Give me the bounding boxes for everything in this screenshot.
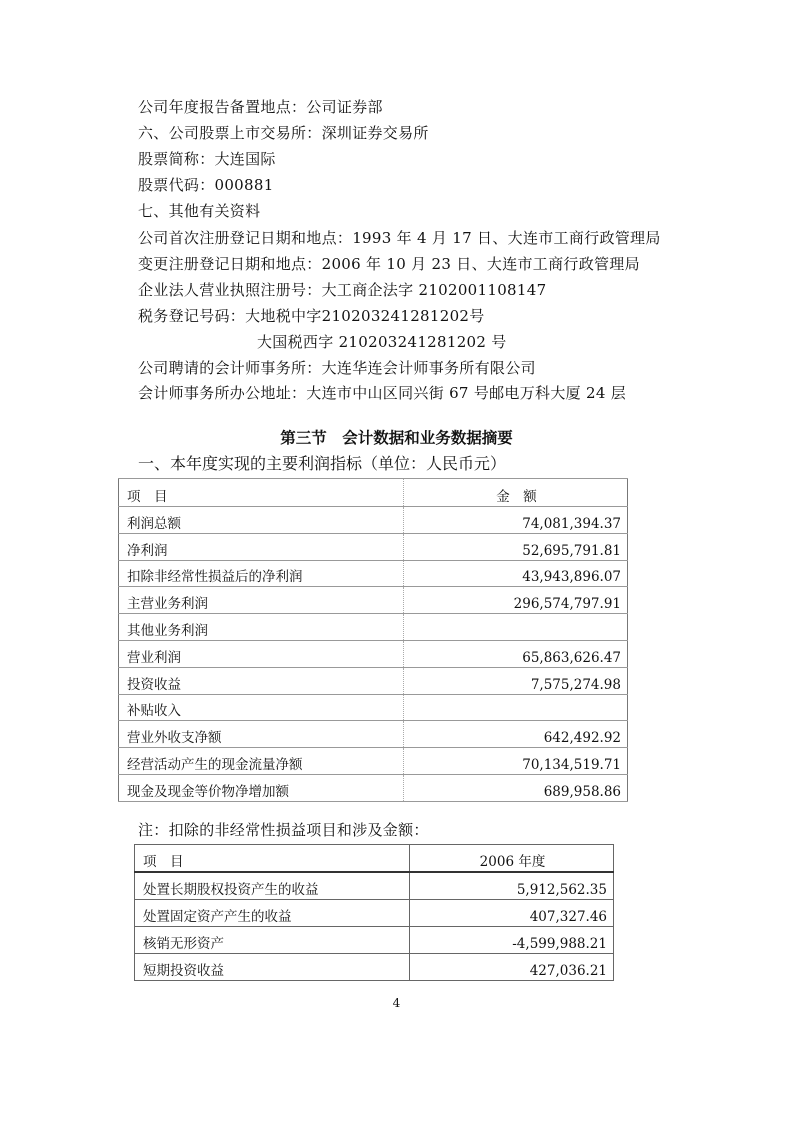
header-amount: 金 额 — [404, 479, 628, 507]
row-value: 296,574,797.91 — [404, 587, 628, 614]
row-value: 43,943,896.07 — [404, 560, 628, 587]
row-label: 主营业务利润 — [119, 587, 404, 614]
table-row — [119, 587, 628, 614]
row-label: 处置固定资产产生的收益 — [135, 900, 410, 927]
page-number: 4 — [392, 996, 401, 1010]
table-row — [135, 900, 614, 927]
row-label: 营业利润 — [119, 640, 404, 667]
row-label: 核销无形资产 — [135, 927, 410, 954]
row-value: 70,134,519.71 — [404, 748, 628, 775]
table-row — [119, 614, 628, 641]
note-text: 注：扣除的非经常性损益项目和涉及金额： — [138, 821, 429, 839]
header-item: 项 目 — [119, 479, 404, 507]
row-label: 投资收益 — [119, 667, 404, 694]
subheading: 一、本年度实现的主要利润指标（单位：人民币元） — [138, 454, 507, 473]
text-line: 六、公司股票上市交易所：深圳证券交易所 — [138, 124, 429, 142]
row-label: 短期投资收益 — [135, 954, 410, 981]
header-item: 项 目 — [135, 845, 410, 873]
row-label: 扣除非经常性损益后的净利润 — [119, 560, 404, 587]
text-line: 股票简称：大连国际 — [138, 150, 276, 168]
row-value: 689,958.86 — [404, 774, 628, 801]
row-value: -4,599,988.21 — [410, 927, 614, 954]
text-line: 会计师事务所办公地址：大连市中山区同兴街 67 号邮电万科大厦 24 层 — [138, 384, 627, 402]
text-line: 七、其他有关资料 — [138, 202, 261, 220]
header-year: 2006 年度 — [410, 845, 614, 873]
table-row — [119, 774, 628, 801]
row-label: 净利润 — [119, 533, 404, 560]
table-row — [119, 507, 628, 534]
row-value: 427,036.21 — [410, 954, 614, 981]
table-row — [119, 694, 628, 721]
table-header-row — [119, 479, 628, 507]
text-line: 税务登记号码：大地税中字210203241281202号 — [138, 307, 485, 325]
row-value: 65,863,626.47 — [404, 640, 628, 667]
table-row — [119, 667, 628, 694]
row-value: 407,327.46 — [410, 900, 614, 927]
text-line: 大国税西字 210203241281202 号 — [257, 333, 507, 351]
table-row — [119, 640, 628, 667]
text-line: 公司年度报告备置地点：公司证券部 — [138, 98, 383, 116]
row-label: 处置长期股权投资产生的收益 — [135, 872, 410, 900]
row-value: 5,912,562.35 — [410, 872, 614, 900]
profit-indicators-table — [118, 478, 628, 802]
text-line: 企业法人营业执照注册号：大工商企法字 2102001108147 — [138, 281, 547, 299]
table-row — [119, 721, 628, 748]
table-header-row — [135, 845, 614, 873]
row-value: 52,695,791.81 — [404, 533, 628, 560]
row-label: 利润总额 — [119, 507, 404, 534]
section-title: 第三节 会计数据和业务数据摘要 — [280, 428, 513, 447]
table-row — [135, 954, 614, 981]
row-value: 74,081,394.37 — [404, 507, 628, 534]
row-label: 现金及现金等价物净增加额 — [119, 774, 404, 801]
table-row — [135, 927, 614, 954]
row-value: 7,575,274.98 — [404, 667, 628, 694]
text-line: 公司聘请的会计师事务所：大连华连会计师事务所有限公司 — [138, 359, 536, 377]
row-label: 其他业务利润 — [119, 614, 404, 641]
table-row — [135, 872, 614, 900]
row-label: 补贴收入 — [119, 694, 404, 721]
row-value: 642,492.92 — [404, 721, 628, 748]
row-value — [404, 614, 628, 641]
table-row — [119, 533, 628, 560]
table-row — [119, 748, 628, 775]
text-line: 变更注册登记日期和地点：2006 年 10 月 23 日、大连市工商行政管理局 — [138, 255, 640, 273]
table-row — [119, 560, 628, 587]
text-line: 公司首次注册登记日期和地点：1993 年 4 月 17 日、大连市工商行政管理局 — [138, 229, 661, 247]
row-label: 经营活动产生的现金流量净额 — [119, 748, 404, 775]
row-value — [404, 694, 628, 721]
row-label: 营业外收支净额 — [119, 721, 404, 748]
non-recurring-items-table — [134, 844, 614, 981]
text-line: 股票代码：000881 — [138, 176, 274, 194]
